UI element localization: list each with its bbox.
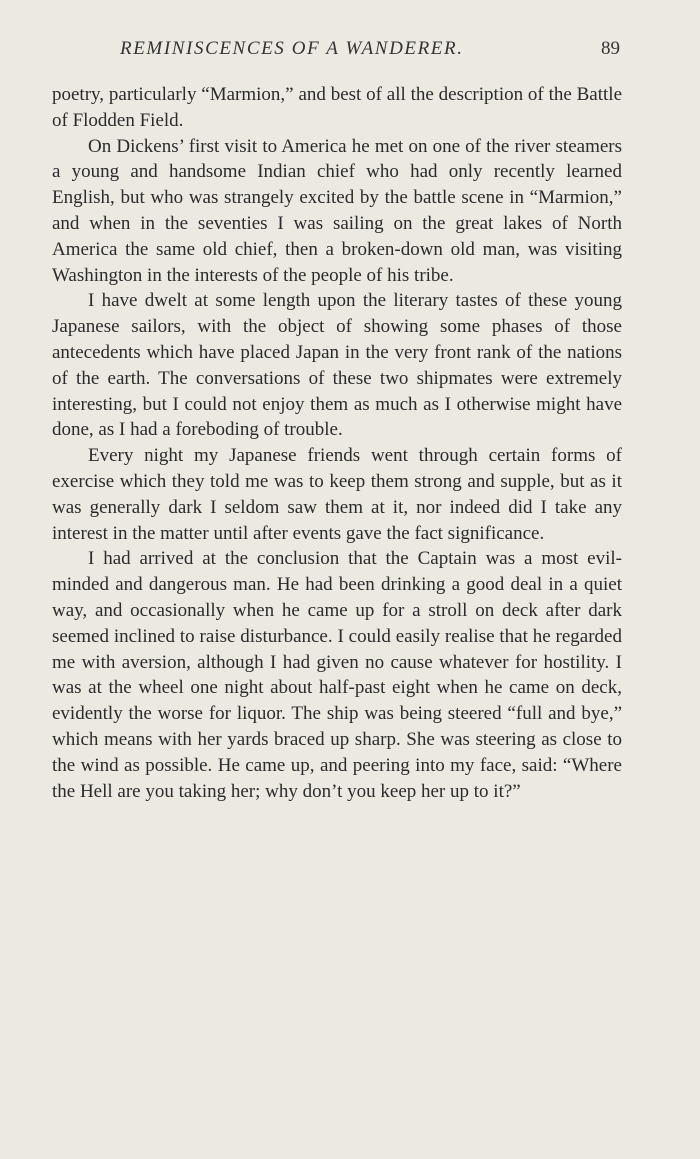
page-header [120,38,620,64]
paragraph-continuation: poetry, particularly “Marmion,” and best of all the description of the Battle of Flodden Field. [52,84,622,131]
running-title: REMINISCENCES OF A WANDERER. [120,38,464,59]
page-number: 89 [601,38,620,59]
body-text [52,82,622,804]
paragraph-literary-tastes: I have dwelt at some length upon the literary tastes of these young Japanese sailors, with the object of showing some phases of those antecedents which have placed Japan in the very front rank of the nations of the earth. The conversations of these two shipmates were extremely interesting, but I could not enjoy them as much as I otherwise might have done, as I had a foreboding of trouble. [52,290,622,441]
paragraph-captain: I had arrived at the conclusion that the Captain was a most evil-minded and dangerous man. He had been drinking a good deal in a quiet way, and occasionally when he came up for a stroll on deck after dark seemed inclined to raise disturbance. I could easily realise that he regarded me with aversion, although I had given no cause whatever for hostility. I was at the wheel one night about half-past eight when he came on deck, evidently the worse for liquor. The ship was being steered “full and bye,” which means with her yards braced up sharp. She was steering as close to the wind as possible. He came up, and peering into my face, said: “Where the Hell are you taking her; why don’t you keep her up to it?” [52,548,622,802]
paragraph-exercise: Every night my Japanese friends went through certain forms of exercise which they told me was to keep them strong and supple, but as it was generally dark I seldom saw them at it, nor indeed did I take any interest in the matter until after events gave the fact significance. [52,445,622,544]
paragraph-dickens: On Dickens’ first visit to America he met on one of the river steamers a young and handsome Indian chief who had only recently learned English, but who was strangely excited by the battle scene in “Marmion,” and when in the seventies I was sailing on the great lakes of North America the same old chief, then a broken-down old man, was visiting Washington in the interests of the people of his tribe. [52,135,622,286]
